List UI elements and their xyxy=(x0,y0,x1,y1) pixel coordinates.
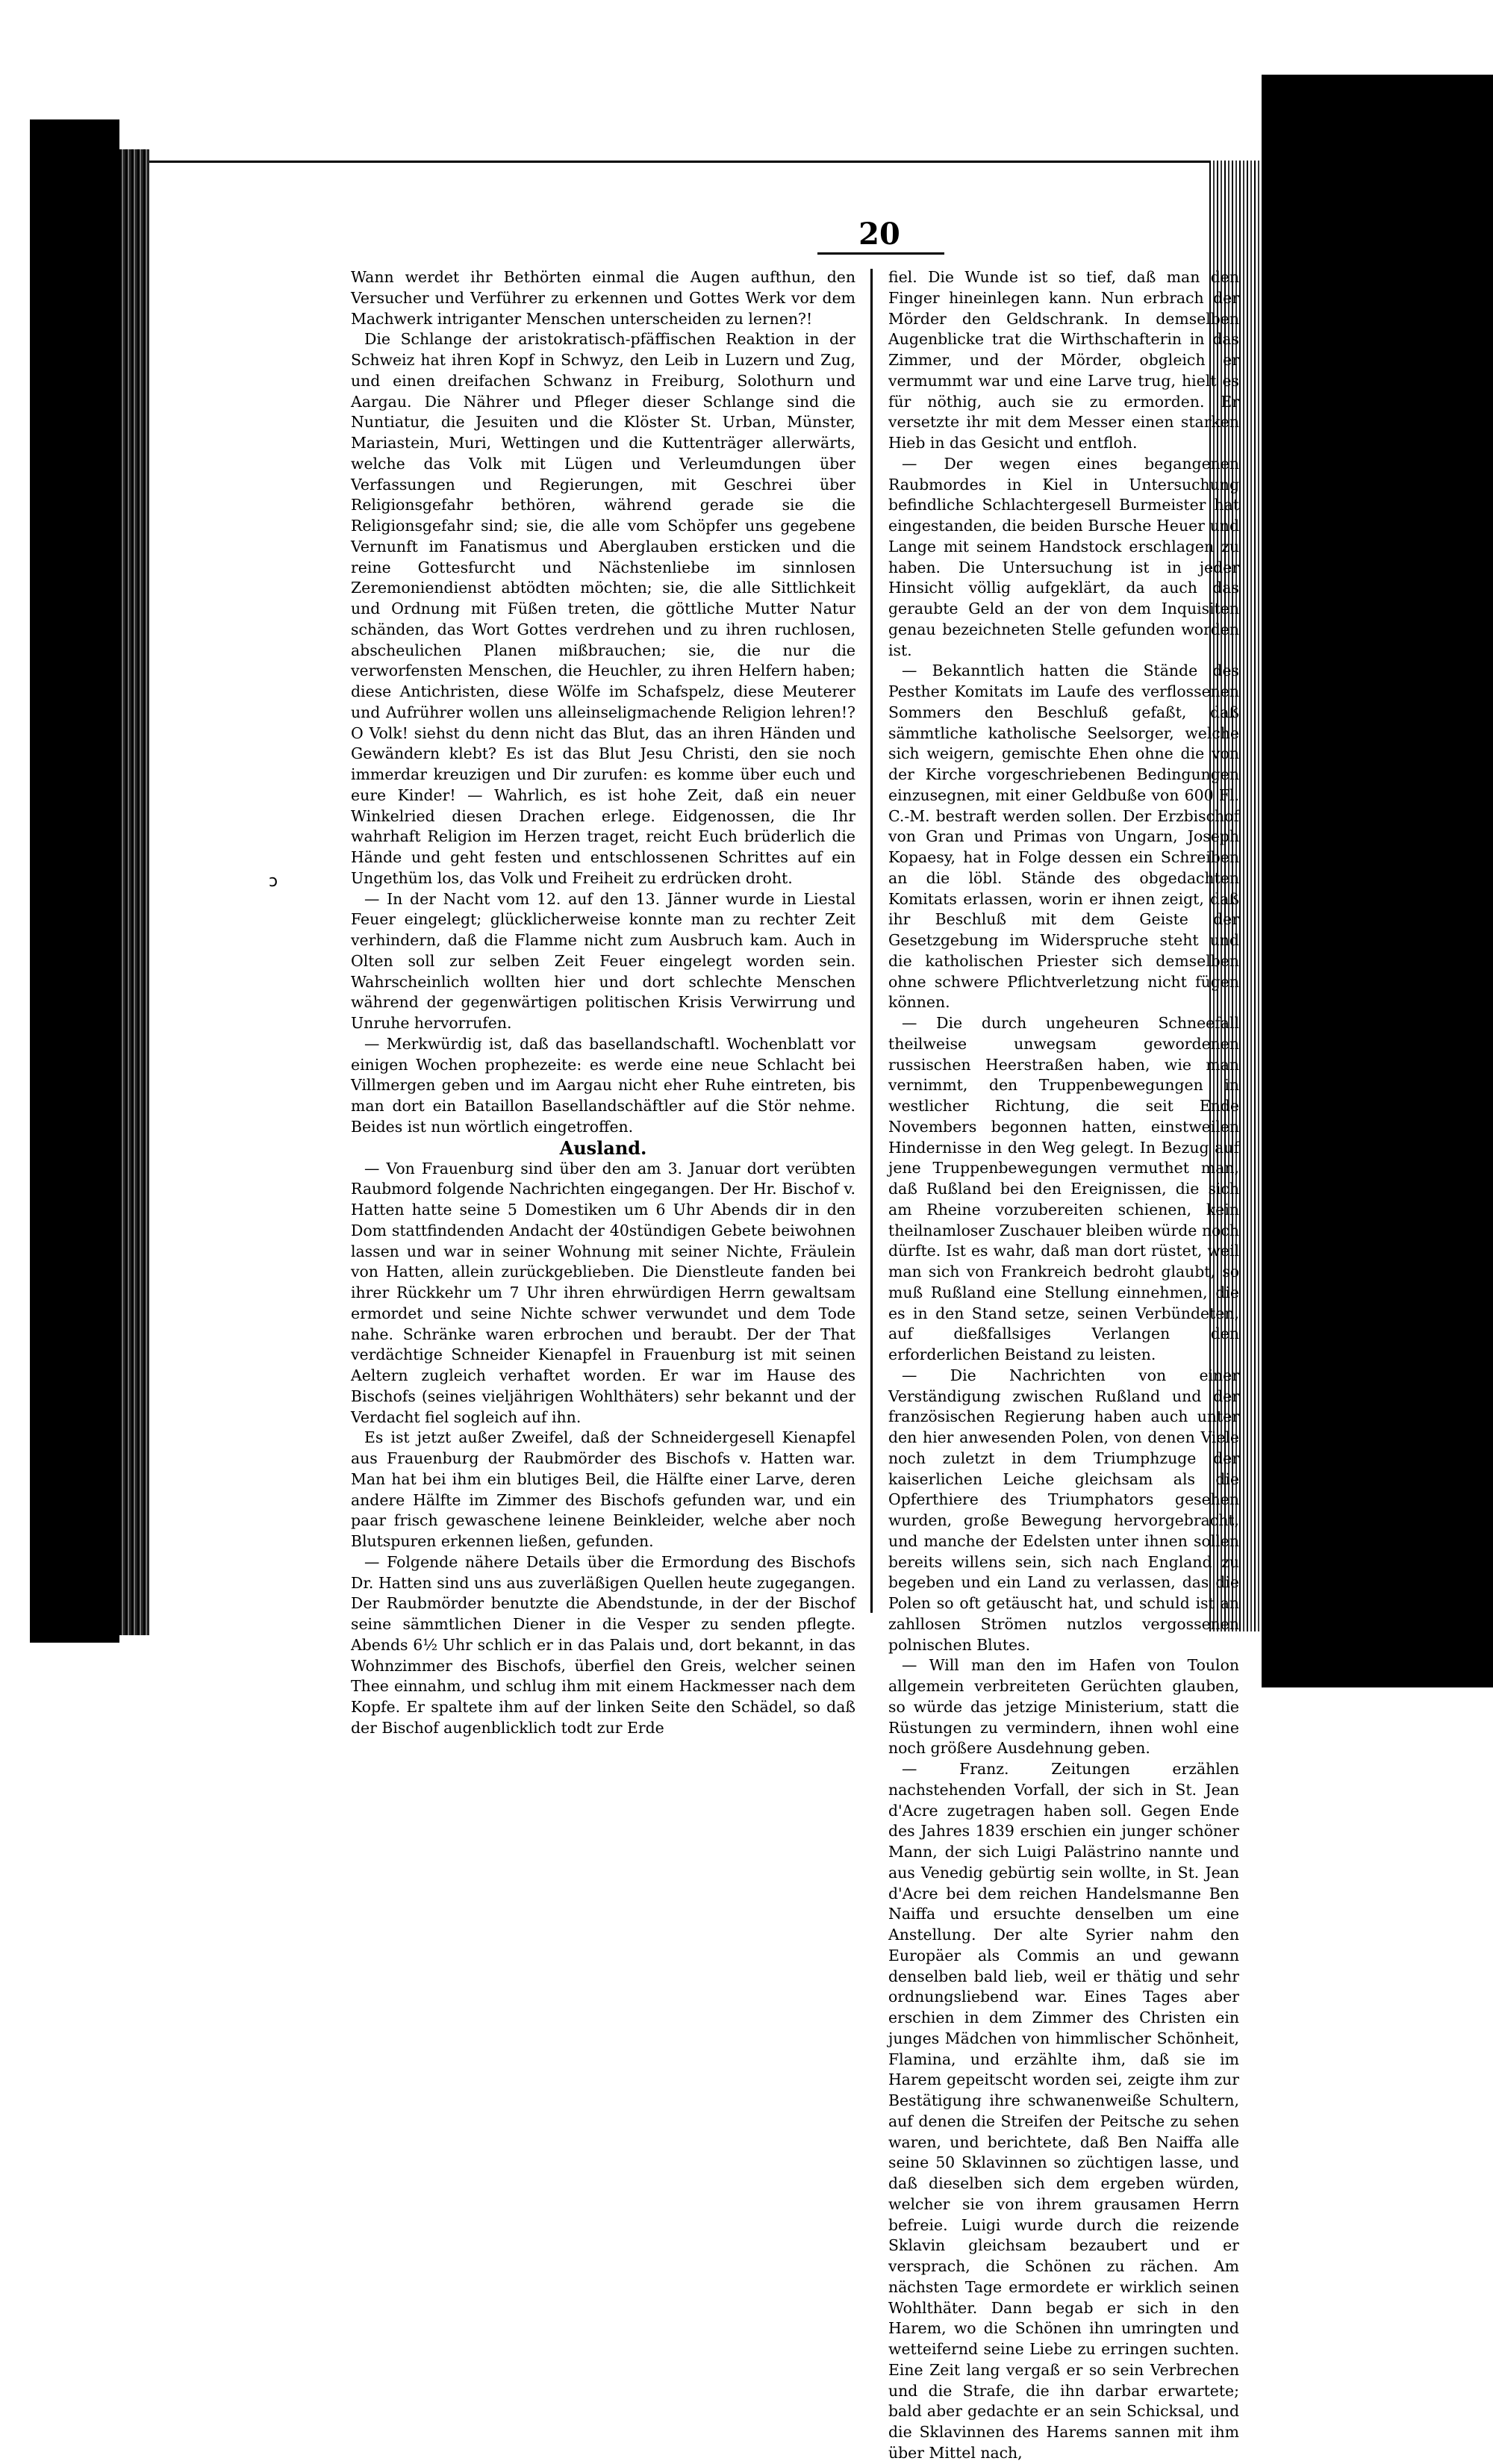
margin-mark: ↄ xyxy=(269,872,278,891)
paragraph: — Will man den im Hafen von Toulon allgemein verbreiteten Gerüchten glauben, so würde das jetzige Ministerium, statt die Rüstungen zu vermindern, ihnen wohl eine noch größere Ausdehnung geben. xyxy=(888,1656,1239,1758)
right-column xyxy=(888,267,1239,2464)
paragraph: Wann werdet ihr Bethörten einmal die Augen aufthun, den Versucher und Verführer zu erkennen und Gottes Werk vor dem Machwerk intriganter Menschen unterscheiden zu lernen?! xyxy=(351,268,855,328)
column-divider xyxy=(870,269,873,1613)
book-gutter xyxy=(119,149,149,1635)
paragraph: — Merkwürdig ist, daß das basellandschaftl. Wochenblatt vor einigen Wochen prophezeite: es werde eine neue Schlacht bei Villmergen geben und im Aargau nicht eher Ruhe eintreten, bis man dort ein Bataillon Basellandschäftler auf die Stör nehme. Beides ist nun wörtlich eingetroffen. xyxy=(351,1034,855,1136)
scan-border-left xyxy=(30,119,119,1643)
paragraph: — Die Nachrichten von einer Verständigung zwischen Rußland und der französischen Regierung haben auch unter den hier anwesenden Polen, von denen Viele noch zuletzt in dem Triumphzuge der kaiserlichen Leiche gleichsam als die Opferthiere des Triumphators gesehen wurden, große Bewegung hervorgebracht, und manche der Edelsten unter ihnen sollen bereits willens sein, sich nach England zu begeben und ein Land zu verlassen, das die Polen so oft getäuscht hat, und schuld ist an zahllosen Strömen nutzlos vergossenen polnischen Blutes. xyxy=(888,1366,1239,1654)
header-rule xyxy=(817,252,944,255)
paragraph: — Die durch ungeheuren Schneefall theilweise unwegsam gewordenen russischen Heerstraßen haben, wie man vernimmt, den Truppenbewegungen in westlicher Richtung, die seit Ende Novembers begonnen hatten, einstweilen Hindernisse in den Weg gelegt. In Bezug auf jene Truppenbewegungen vermuthet man, daß Rußland bei den Ereignissen, die sich am Rheine vorzubereiten schienen, kein theilnamloser Zuschauer bleiben würde noch dürfte. Ist es wahr, daß man dort rüstet, weil man sich von Frankreich bedroht glaubt, so muß Rußland eine Stellung einnehmen, die es in den Stand setze, seinen Verbündeten, auf dießfallsiges Verlangen den erforderlichen Beistand zu leisten. xyxy=(888,1014,1239,1363)
paragraph: Es ist jetzt außer Zweifel, daß der Schneidergesell Kienapfel aus Frauenburg der Raubmörder des Bischofs v. Hatten war. Man hat bei ihm ein blutiges Beil, die Hälfte einer Larve, deren andere Hälfte im Zimmer des Bischofs gefunden war, und ein paar frisch gewaschene leinene Beinkleider, welche aber noch Blutspuren erkennen ließen, gefunden. xyxy=(351,1428,855,1550)
paragraph: fiel. Die Wunde ist so tief, daß man den Finger hineinlegen kann. Nun erbrach der Mörder den Geldschrank. In demselben Augenblicke trat die Wirthschafterin in das Zimmer, und der Mörder, obgleich er vermummt war und eine Larve trug, hielt es für nöthig, auch sie zu ermorden. Er versetzte ihr mit dem Messer einen starken Hieb in das Gesicht und entfloh. xyxy=(888,268,1239,452)
paragraph: — Franz. Zeitungen erzählen nachstehenden Vorfall, der sich in St. Jean d'Acre zugetragen haben soll. Gegen Ende des Jahres 1839 erschien ein junger schöner Mann, der sich Luigi Palästrino nannte und aus Venedig gebürtig sein wollte, in St. Jean d'Acre bei dem reichen Handelsmanne Ben Naiffa und ersuchte denselben um eine Anstellung. Der alte Syrier nahm den Europäer als Commis an und gewann denselben bald lieb, weil er thätig und sehr ordnungsliebend war. Eines Tages aber erschien in dem Zimmer des Christen ein junges Mädchen von himmlischer Schönheit, Flamina, und erzählte ihm, daß sie im Harem gepeitscht worden sei, zeigte ihm zur Bestätigung ihre schwanenweiße Schultern, auf denen die Streifen der Peitsche zu sehen waren, und berichtete, daß Ben Naiffa alle seine 50 Sklavinnen so züchtigen lasse, und daß dieselben sich dem ergeben würden, welcher sie von ihrem grausamen Herrn befreie. Luigi wurde durch die reizende Sklavin gleichsam bezaubert und er versprach, die Schönen zu rächen. Am nächsten Tage ermordete er wirklich seinen Wohlthäter. Dann begab er sich in den Harem, wo die Schönen ihn umringten und wetteifernd seine Liebe zu erringen suchten. Eine Zeit lang vergaß er so sein Verbrechen und die Strafe, die ihn darbar erwartete; bald aber gedachte er an sein Schicksal, und die Sklavinnen des Harems sannen mit ihm über Mittel nach, xyxy=(888,1760,1239,2462)
paragraph: — Folgende nähere Details über die Ermordung des Bischofs Dr. Hatten sind uns aus zuverläßigen Quellen heute zugegangen. Der Raubmörder benutzte die Abendstunde, in der der Bischof seine sämmtlichen Diener in die Vesper zu senden pflegte. Abends 6½ Uhr schlich er in das Palais und, dort bekannt, in das Wohnzimmer des Bischofs, überfiel den Greis, welcher seinen Thee einnahm, und schlug ihm mit einem Hackmesser nach dem Kopfe. Er spaltete ihm auf der linken Seite den Schädel, so daß der Bischof augenblicklich todt zur Erde xyxy=(351,1552,855,1737)
left-column xyxy=(351,267,855,1739)
paragraph: — Bekanntlich hatten die Stände des Pesther Komitats im Laufe des verflossenen Sommers den Beschluß gefaßt, daß sämmtliche katholische Seelsorger, welche sich weigern, gemischte Ehen ohne die von der Kirche vorgeschriebenen Bedingungen einzusegnen, mit einer Geldbuße von 600 Fl. C.-M. bestraft werden sollen. Der Erzbischof von Gran und Primas von Ungarn, Joseph Kopaesy, hat in Folge dessen ein Schreiben an die löbl. Stände des obgedachten Komitats erlassen, worin er ihnen zeigt, daß ihr Beschluß mit dem Geiste der Gesetzgebung im Widerspruche steht und die katholischen Priester sich demselben ohne schwere Pflichtverletzung nicht fügen können. xyxy=(888,662,1239,1012)
paragraph: — Der wegen eines begangenen Raubmordes in Kiel in Untersuchung befindliche Schlachtergesell Burmeister hat eingestanden, die beiden Bursche Heuer und Lange mit seinem Handstock erschlagen zu haben. Die Untersuchung ist in jeder Hinsicht völlig aufgeklärt, da auch das geraubte Geld an der von dem Inquisiten genau bezeichneten Stelle gefunden worden ist. xyxy=(888,454,1239,659)
paragraph: — Von Frauenburg sind über den am 3. Januar dort verübten Raubmord folgende Nachrichten eingegangen. Der Hr. Bischof v. Hatten hatte seine 5 Domestiken um 6 Uhr Abends dir in den Dom stattfindenden Andacht der 40stündigen Gebete beiwohnen lassen und war in seiner Wohnung mit seiner Nichte, Fräulein von Hatten, allein zurückgeblieben. Die Dienstleute fanden bei ihrer Rückkehr um 7 Uhr ihren ehrwürdigen Herrn gewaltsam ermordet und seine Nichte schwer verwundet und dem Tode nahe. Schränke waren erbrochen und beraubt. Der der That verdächtige Schneider Kienapfel in Frauenburg ist mit seinen Aeltern zugleich verhaftet worden. Er war im Hause des Bischofs (seines vieljährigen Wohlthäters) sehr bekannt und der Verdacht fiel sogleich auf ihn. xyxy=(351,1159,855,1426)
scan-border-right xyxy=(1262,75,1493,1687)
paragraph: — In der Nacht vom 12. auf den 13. Jänner wurde in Liestal Feuer eingelegt; glücklicherweise konnte man zu rechter Zeit verhindern, daß die Flamme nicht zum Ausbruch kam. Auch in Olten soll zur selben Zeit Feuer eingelegt worden sein. Wahrscheinlich wollten hier und dort schlechte Menschen während der gegenwärtigen politischen Krisis Verwirrung und Unruhe hervorrufen. xyxy=(351,889,855,1032)
page-number: 20 xyxy=(858,217,900,252)
section-heading: Ausland. xyxy=(559,1136,647,1159)
paragraph: Die Schlange der aristokratisch-pfäffischen Reaktion in der Schweiz hat ihren Kopf in Schwyz, den Leib in Luzern und Zug, und einen dreifachen Schwanz in Freiburg, Solothurn und Aargau. Die Nährer und Pfleger dieser Schlange sind die Nuntiatur, die Jesuiten und die Klöster St. Urban, Münster, Mariastein, Muri, Wettingen und die Kuttenträger allerwärts, welche das Volk mit Lügen und Verleumdungen über Verfassungen und Regierungen, mit Geschrei über Religionsgefahr bethören, während gerade sie die Religionsgefahr sind; sie, die alle vom Schöpfer uns gegebene Vernunft im Fanatismus und Aberglauben ersticken und die reine Gottesfurcht und Nächstenliebe im sinnlosen Zeremoniendienst abtödten möchten; sie, die alle Sittlichkeit und Ordnung mit Füßen treten, die göttliche Mutter Natur schänden, das Wort Gottes verdrehen und zu ihren ruchlosen, abscheulichen Planen mißbrauchen; sie, die nur die verworfensten Menschen, die Heuchler, zu ihren Helfern haben; diese Antichristen, diese Wölfe im Schafspelz, diese Meuterer und Aufrührer wollen uns alleinseligmachende Religion lehren!? O Volk! siehst du denn nicht das Blut, das an ihren Händen und Gewändern klebt? Es ist das Blut Jesu Christi, den sie noch immerdar kreuzigen und Dir zurufen: es komme über euch und eure Kinder! — Wahrlich, es ist hohe Zeit, daß ein neuer Winkelried diesen Drachen erlege. Eidgenossen, die Ihr wahrhaft Religion im Herzen traget, reicht Euch brüderlich die Hände und geht festen und entschlossenen Schrittes auf ein Ungethüm los, das Volk und Freiheit zu erdrücken droht. xyxy=(351,330,855,887)
